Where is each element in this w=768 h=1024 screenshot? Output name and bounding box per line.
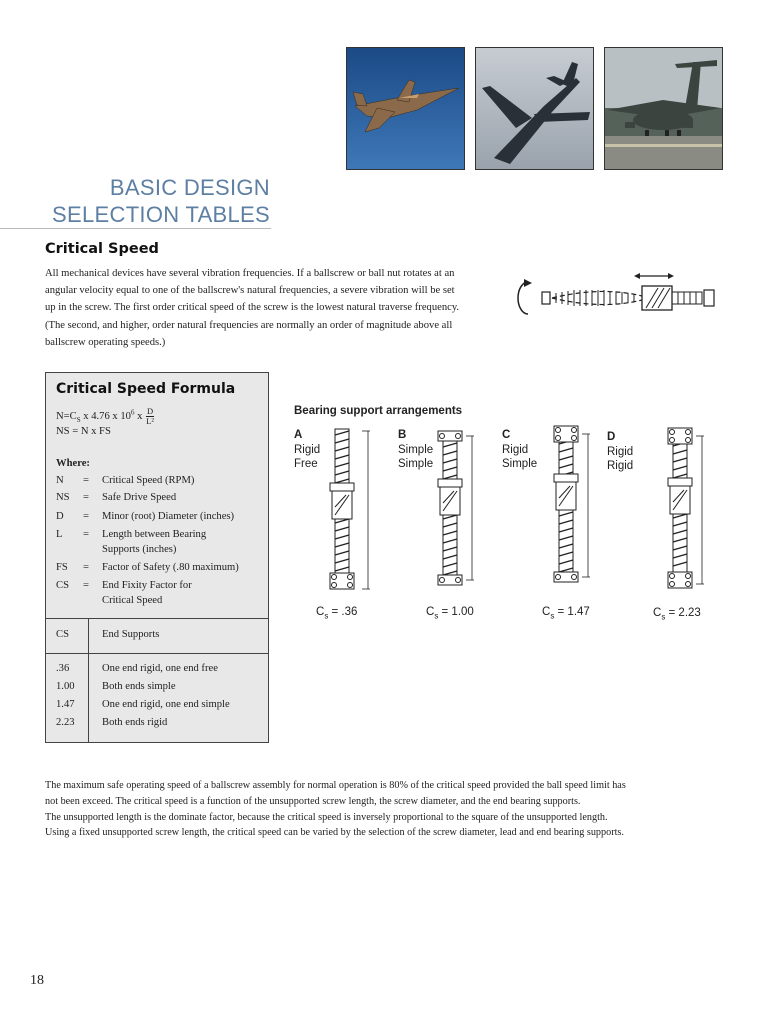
definition-row [56, 527, 266, 561]
where-label: Where: [56, 458, 90, 469]
section-body [45, 265, 503, 351]
cs-value-b [426, 606, 474, 620]
screw-diagram-d [660, 424, 710, 604]
def-text: End Fixity Factor for [102, 580, 192, 591]
formula-sub: S [76, 416, 81, 425]
def-text-cont: Supports (inches) [102, 544, 177, 555]
body-line: ballscrew operating speeds.) [45, 336, 166, 348]
def-text: Factor of Safety (.80 maximum) [102, 562, 239, 573]
table-header-supports: End Supports [102, 629, 160, 640]
fraction-denominator: L² [146, 416, 154, 426]
formula-box-title: Critical Speed Formula [56, 381, 236, 397]
body-line: (The second, and higher, order natural frequencies are normally an order of magnitude above all [45, 319, 453, 331]
def-equals: = [83, 580, 89, 591]
bottom-line: not been exceed. The critical speed is a function of the unsupported screw length, the screw diameter, and the end bearing supports. [45, 795, 581, 807]
def-text: Length between Bearing [102, 529, 207, 540]
def-text: Safe Drive Speed [102, 492, 177, 503]
cs-number: = 1.47 [557, 606, 590, 618]
cs-value-c [542, 606, 590, 620]
def-text: Critical Speed (RPM) [102, 475, 195, 486]
table-cell-cs: 1.00 [56, 681, 75, 692]
arrangement-c-label [502, 428, 537, 472]
table-cell-supports: One end rigid, one end free [102, 663, 218, 674]
bottom-line: The maximum safe operating speed of a ballscrew assembly for normal operation is 80% of the critical speed provided the ball speed limit has [45, 780, 626, 791]
title-line-2: SELECTION TABLES [52, 202, 270, 227]
screw-diagram-b [430, 425, 480, 603]
cs-number: = 2.23 [668, 607, 701, 619]
formula-mid: x 4.76 x 10 [80, 410, 131, 422]
arrangement-bottom: Free [294, 458, 318, 470]
def-symbol: FS [56, 562, 68, 573]
screw-diagram-c [546, 422, 596, 602]
cs-symbol: C [426, 606, 435, 618]
formula-line-1 [56, 407, 154, 426]
arrangement-top: Simple [398, 443, 434, 456]
title-line-1: BASIC DESIGN [109, 175, 270, 200]
photo-f16-jet [346, 47, 465, 170]
arrangement-a-label [294, 428, 320, 472]
page-title [52, 174, 270, 228]
ballscrew-vibration-illustration [512, 268, 718, 324]
title-divider [0, 228, 271, 229]
diagram-title: Bearing support arrangements [294, 405, 463, 417]
def-text-cont: Critical Speed [102, 595, 163, 606]
formula-exp: 6 [130, 408, 135, 417]
def-equals: = [83, 492, 89, 503]
table-cell-cs: 2.23 [56, 717, 75, 728]
arrangement-bottom: Rigid [607, 460, 634, 472]
formula-prefix: N=C [56, 410, 77, 422]
table-divider [46, 653, 268, 654]
definition-row [56, 578, 266, 612]
def-text: Minor (root) Diameter (inches) [102, 511, 235, 522]
cs-value-a [316, 606, 357, 620]
table-cell-cs: .36 [56, 663, 70, 674]
cs-number: = 1.00 [441, 606, 474, 618]
bottom-line: Using a fixed unsupported screw length, the critical speed can be varied by the selection of the screw diameter, lead and end bearing supports. [45, 827, 624, 839]
def-equals: = [83, 529, 89, 540]
arrangement-b-label [398, 428, 433, 472]
def-equals: = [83, 475, 89, 486]
bottom-paragraph [45, 778, 735, 841]
table-column-divider [88, 618, 89, 742]
def-symbol: D [56, 511, 64, 522]
arrangement-letter: B [398, 429, 407, 441]
table-cell-cs: 1.47 [56, 699, 75, 710]
arrangement-bottom: Simple [398, 458, 434, 470]
arrangement-letter: C [502, 429, 511, 441]
formula-fraction [146, 407, 154, 426]
bottom-line: The unsupported length is the dominate factor, because the critical speed is inversely proportional to the square of the unsupported length. [45, 811, 608, 823]
arrangement-top: Rigid [294, 443, 321, 456]
table-cell-supports: Both ends rigid [102, 717, 168, 728]
cs-number: = .36 [331, 606, 358, 618]
arrangement-letter: A [294, 429, 303, 441]
body-line: All mechanical devices have several vibration frequencies. If a ballscrew or ball nut rotates at an [45, 268, 455, 279]
cs-subscript: s [434, 611, 439, 621]
def-symbol: NS [56, 492, 70, 503]
cs-subscript: s [550, 611, 555, 621]
arrangement-bottom: Simple [502, 458, 538, 470]
cs-subscript: s [661, 612, 666, 622]
definition-row [56, 509, 266, 526]
definition-row [56, 560, 266, 577]
formula-line-2: NS = N x FS [56, 426, 111, 437]
body-line: up in the screw. The first order critical speed of the screw is the lowest natural traverse frequency. [45, 302, 460, 314]
cs-symbol: C [542, 606, 551, 618]
arrangement-top: Rigid [607, 445, 634, 458]
definition-row [56, 473, 266, 490]
photo-b1-bomber [475, 47, 594, 170]
critical-speed-formula-box [45, 372, 269, 743]
table-cell-supports: Both ends simple [102, 681, 176, 692]
formula-x: x [134, 410, 146, 422]
arrangement-d-label [607, 430, 633, 474]
table-cell-supports: One end rigid, one end simple [102, 699, 230, 710]
table-header-cs: CS [56, 629, 69, 640]
def-symbol: L [56, 529, 63, 540]
arrangement-top: Rigid [502, 443, 529, 456]
cs-subscript: s [324, 611, 329, 621]
cs-symbol: C [316, 606, 325, 618]
fraction-numerator: D [147, 406, 154, 416]
def-equals: = [83, 562, 89, 573]
page-number: 18 [30, 973, 44, 988]
cs-symbol: C [653, 607, 662, 619]
def-symbol: N [56, 475, 64, 486]
def-symbol: CS [56, 580, 69, 591]
body-line: angular velocity equal to one of the ballscrew's natural frequencies, a severe vibration will be set [45, 285, 455, 297]
section-heading: Critical Speed [45, 241, 159, 257]
def-equals: = [83, 511, 89, 522]
cs-value-d [653, 607, 701, 621]
photo-c17-transport [604, 47, 723, 170]
definition-row [56, 490, 266, 507]
screw-diagram-a [322, 425, 372, 603]
table-divider [46, 618, 268, 619]
arrangement-letter: D [607, 431, 616, 443]
